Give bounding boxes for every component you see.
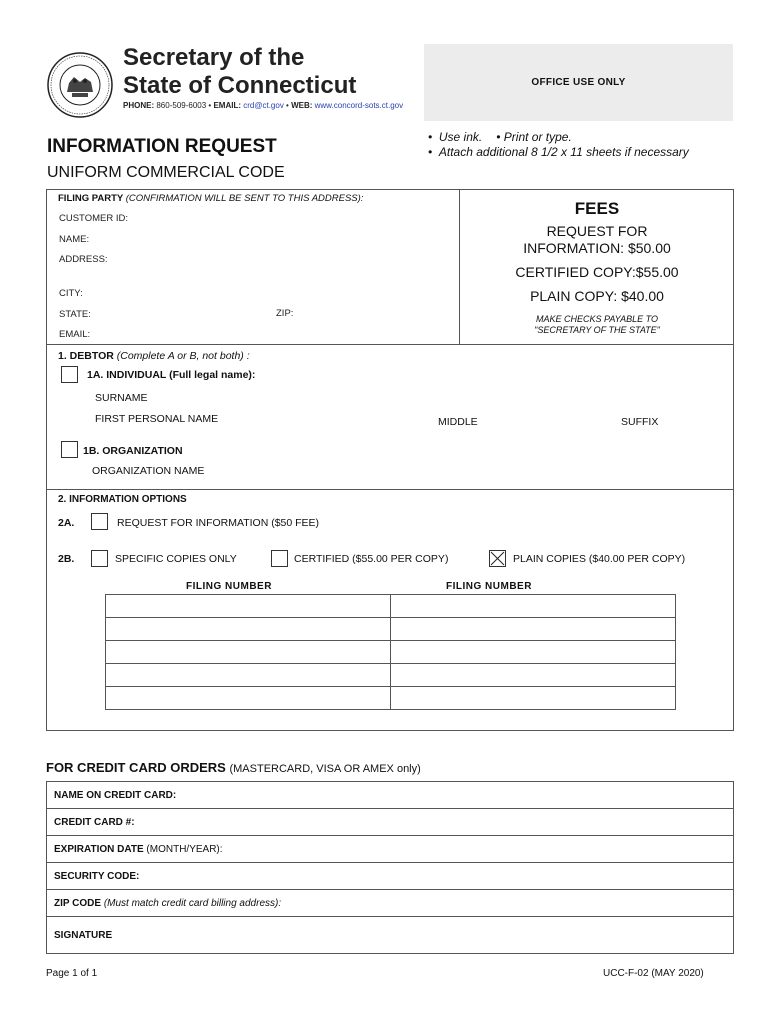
web-label: WEB: [291,101,313,110]
state-seal-logo [47,52,113,118]
agency-title-line2: State of Connecticut [123,72,357,99]
option-2a-label: 2A. [58,517,75,529]
plain-copies-label: PLAIN COPIES ($40.00 PER COPY) [513,553,686,565]
filing-number-cell[interactable] [106,641,391,664]
individual-checkbox[interactable] [61,366,78,383]
plain-copies-checkbox[interactable] [489,550,506,567]
request-info-checkbox[interactable] [91,513,108,530]
agency-title-line1: Secretary of the [123,44,305,71]
instruction-item: • Attach additional 8 1/2 x 11 sheets if necessary [428,145,689,159]
credit-card-table [46,781,734,954]
cc-expiration-field[interactable]: EXPIRATION DATE (MONTH/YEAR): [47,836,734,863]
name-field[interactable]: NAME: [59,234,90,245]
debtor-heading: 1. DEBTOR (Complete A or B, not both) : [58,350,250,362]
address-field[interactable]: ADDRESS: [59,254,108,265]
fee-request-info: REQUEST FOR INFORMATION: $50.00 [523,223,671,256]
filing-number-cell[interactable] [106,664,391,687]
contact-line: PHONE: 860-509-6003 • EMAIL: crd@ct.gov • WEB: www.concord-sots.ct.gov [123,101,404,110]
email-field[interactable]: EMAIL: [59,329,91,340]
suffix-field[interactable]: SUFFIX [621,416,659,428]
state-field[interactable]: STATE: [59,309,91,320]
cc-name-field[interactable]: NAME ON CREDIT CARD: [47,782,734,809]
fee-certified-copy: CERTIFIED COPY:$55.00 [515,264,679,280]
filing-number-cell[interactable] [391,641,676,664]
organization-name-field[interactable]: ORGANIZATION NAME [92,465,205,477]
specific-copies-checkbox[interactable] [91,550,108,567]
filing-party-heading: FILING PARTY (CONFIRMATION WILL BE SENT TO THIS ADDRESS): [58,193,364,204]
filing-number-cell[interactable] [106,618,391,641]
surname-field[interactable]: SURNAME [95,392,148,404]
info-options-heading: 2. INFORMATION OPTIONS [58,494,187,505]
instruction-item: • Use ink. [428,130,483,144]
office-use-box: OFFICE USE ONLY [424,44,733,121]
filing-number-cell[interactable] [106,687,391,710]
phone-label: PHONE: [123,101,155,110]
instruction-item: • Print or type. [496,130,572,144]
agency-title [123,44,356,100]
filing-number-cell[interactable] [391,664,676,687]
filing-number-header-right: FILING NUMBER [446,581,532,592]
form-id: UCC-F-02 (MAY 2020) [603,968,704,979]
page-number: Page 1 of 1 [46,968,98,979]
filing-number-table [105,594,676,710]
web-link[interactable]: www.concord-sots.ct.gov [314,101,404,110]
credit-card-heading: FOR CREDIT CARD ORDERS (MASTERCARD, VISA OR AMEX only) [46,760,421,775]
zip-field[interactable]: ZIP: [276,308,294,319]
specific-copies-label: SPECIFIC COPIES ONLY [115,553,237,565]
cc-signature-field[interactable]: SIGNATURE [47,917,734,954]
email-link[interactable]: crd@ct.gov [243,101,284,110]
first-name-field[interactable]: FIRST PERSONAL NAME [95,413,219,425]
filing-number-cell[interactable] [391,595,676,618]
cc-security-field[interactable]: SECURITY CODE: [47,863,734,890]
filing-number-header-left: FILING NUMBER [186,581,272,592]
city-field[interactable]: CITY: [59,288,83,299]
fee-plain-copy: PLAIN COPY: $40.00 [530,288,664,304]
instructions [428,130,689,160]
email-label: EMAIL: [213,101,241,110]
organization-label: 1B. ORGANIZATION [83,445,183,457]
payable-note: MAKE CHECKS PAYABLE TO "SECRETARY OF THE STATE" [534,314,660,335]
filing-number-cell[interactable] [391,618,676,641]
option-2b-label: 2B. [58,553,75,565]
individual-label: 1A. INDIVIDUAL (Full legal name): [87,369,256,381]
form-title: INFORMATION REQUEST [47,136,277,157]
middle-name-field[interactable]: MIDDLE [438,416,478,428]
organization-checkbox[interactable] [61,441,78,458]
certified-copies-checkbox[interactable] [271,550,288,567]
customer-id-field[interactable]: CUSTOMER ID: [59,213,128,224]
certified-copies-label: CERTIFIED ($55.00 PER COPY) [294,553,449,565]
cc-zip-field[interactable]: ZIP CODE (Must match credit card billing address): [47,890,734,917]
form-subtitle: UNIFORM COMMERCIAL CODE [47,164,285,181]
checkmark-x-icon [490,551,505,566]
cc-number-field[interactable]: CREDIT CARD #: [47,809,734,836]
filing-number-cell[interactable] [391,687,676,710]
request-info-label: REQUEST FOR INFORMATION ($50 FEE) [117,517,320,529]
filing-number-cell[interactable] [106,595,391,618]
fees-heading: FEES [574,199,620,218]
phone-value: 860-509-6003 [156,101,207,110]
